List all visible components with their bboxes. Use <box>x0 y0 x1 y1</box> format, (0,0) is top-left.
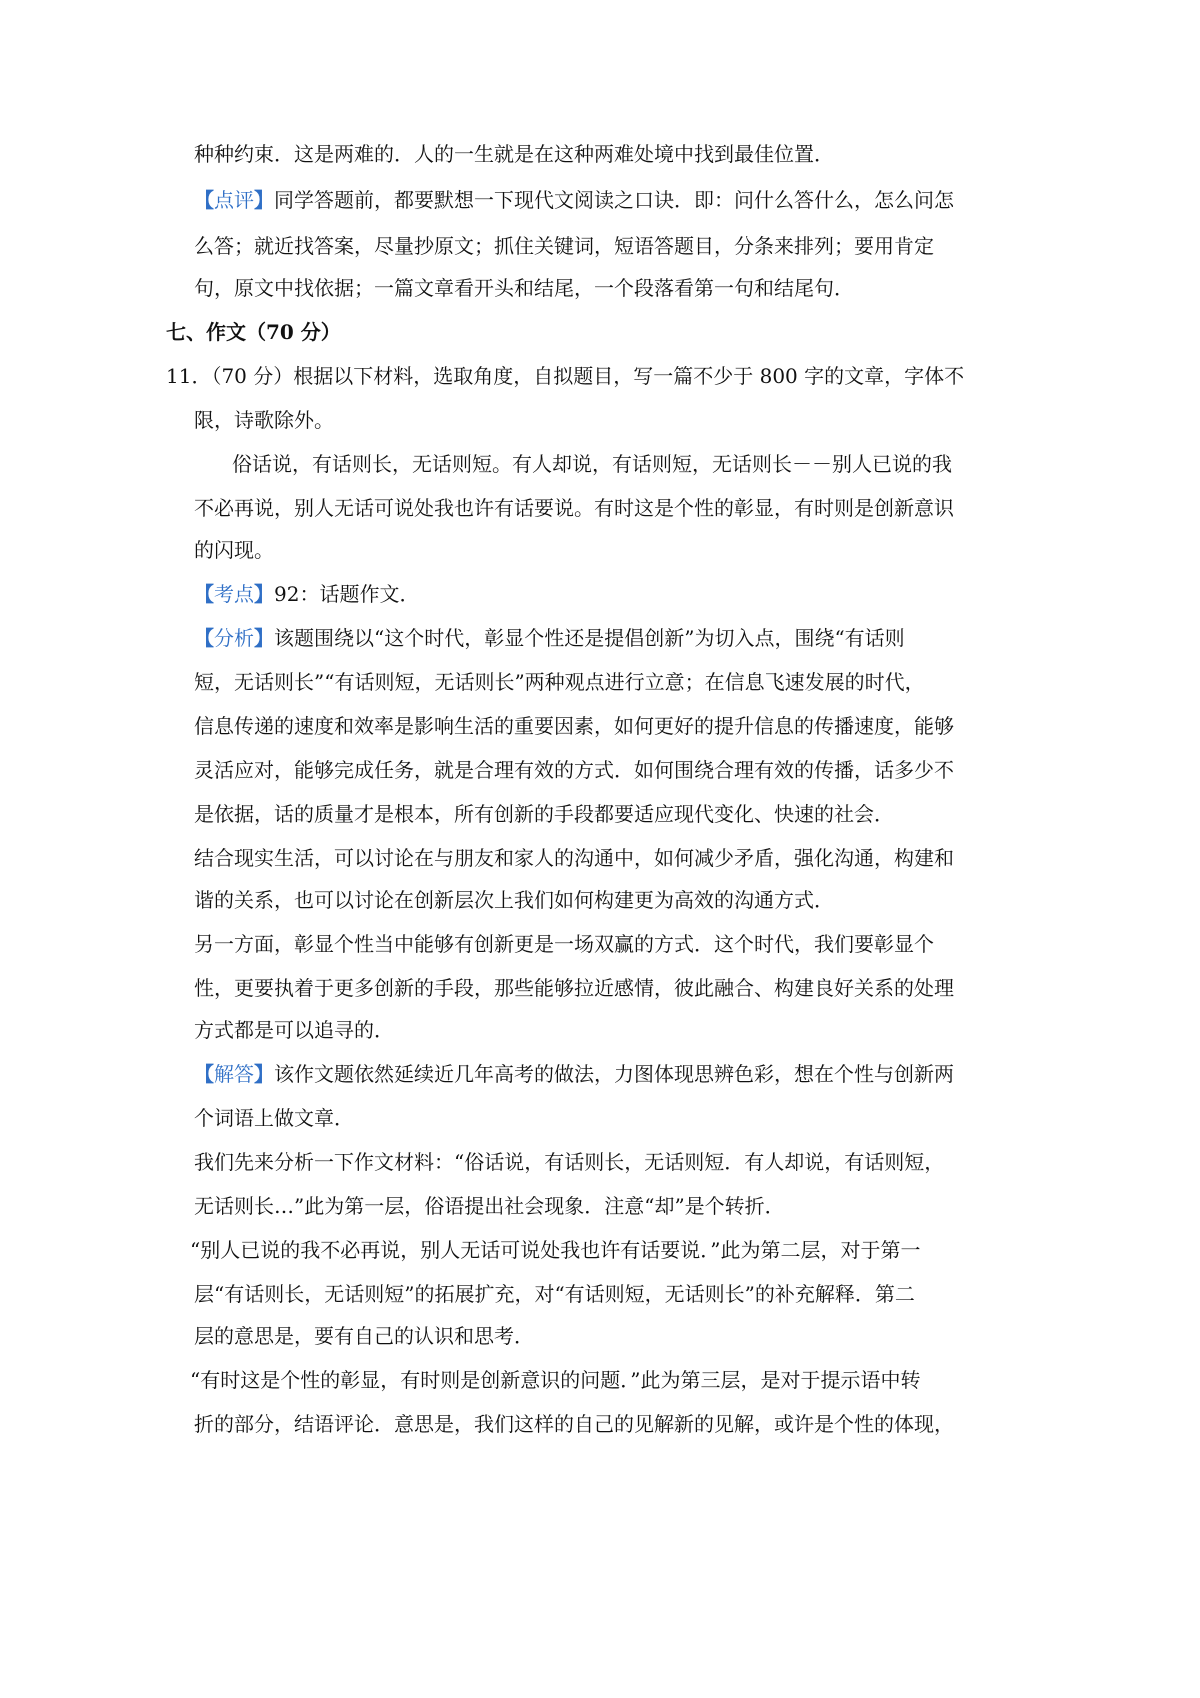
material-line: 不必再说，别人无话可说处我也许有话要说。有时这是个性的彰显，有时则是创新意识 <box>194 496 954 520</box>
comment-bracket-close: 】 <box>254 188 274 212</box>
analysis-line: 谐的关系，也可以讨论在创新层次上我们如何构建更为高效的沟通方式． <box>194 888 834 912</box>
answer-line: 层“有话则长，无话则短”的拓展扩充，对“有话则短，无话则长”的补充解释．第二 <box>194 1282 915 1306</box>
analysis-line: 【分析】该题围绕以“这个时代，彰显个性还是提倡创新”为切入点，围绕“有话则 <box>194 626 905 650</box>
analysis-line: 是依据，话的质量才是根本，所有创新的手段都要适应现代变化、快速的社会． <box>194 802 894 826</box>
answer-text: 该作文题依然延续近几年高考的做法，力图体现思辨色彩，想在个性与创新两 <box>274 1062 954 1086</box>
question-line: 11．（70 分）根据以下材料，选取角度，自拟题目，写一篇不少于 800 字的文章，字体不 <box>166 364 965 388</box>
analysis-line: 方式都是可以追寻的． <box>194 1018 394 1042</box>
comment-bracket-open: 【 <box>194 188 214 212</box>
question-line: 限，诗歌除外。 <box>194 408 334 432</box>
answer-line: 个词语上做文章． <box>194 1106 354 1130</box>
material-line: 俗话说，有话则长，无话则短。有人却说，有话则短，无话则长－－别人已说的我 <box>232 452 952 476</box>
answer-line: 折的部分，结语评论．意思是，我们这样的自己的见解新的见解，或许是个性的体现， <box>194 1412 954 1436</box>
comment-line: 么答；就近找答案，尽量抄原文；抓住关键词，短语答题目，分条来排列；要用肯定 <box>194 234 934 258</box>
answer-line: “别人已说的我不必再说，别人无话可说处我也许有话要说．”此为第二层，对于第一 <box>190 1238 921 1262</box>
analysis-line: 结合现实生活，可以讨论在与朋友和家人的沟通中，如何减少矛盾，强化沟通，构建和 <box>194 846 954 870</box>
comment-text: 同学答题前，都要默想一下现代文阅读之口诀．即：问什么答什么，怎么问怎 <box>274 188 954 212</box>
paragraph-line: 种种约束．这是两难的．人的一生就是在这种两难处境中找到最佳位置． <box>194 142 834 166</box>
analysis-line: 性，更要执着于更多创新的手段，那些能够拉近感情，彼此融合、构建良好关系的处理 <box>194 976 954 1000</box>
material-line: 的闪现。 <box>194 538 274 562</box>
answer-line: 层的意思是，要有自己的认识和思考． <box>194 1324 534 1348</box>
comment-label: 点评 <box>214 188 254 212</box>
answer-label: 解答 <box>214 1062 254 1086</box>
comment-line: 句，原文中找依据；一篇文章看开头和结尾，一个段落看第一句和结尾句． <box>194 276 854 300</box>
section-title: 七、作文（70 分） <box>166 320 341 344</box>
kaodian-label: 考点 <box>214 582 254 606</box>
analysis-line: 短，无话则长”“有话则短，无话则长”两种观点进行立意；在信息飞速发展的时代， <box>194 670 925 694</box>
analysis-label: 分析 <box>214 626 254 650</box>
analysis-line: 另一方面，彰显个性当中能够有创新更是一场双赢的方式．这个时代，我们要彰显个 <box>194 932 934 956</box>
analysis-line: 信息传递的速度和效率是影响生活的重要因素，如何更好的提升信息的传播速度，能够 <box>194 714 954 738</box>
kaodian-line: 【考点】92：话题作文． <box>194 582 420 606</box>
answer-line: 【解答】该作文题依然延续近几年高考的做法，力图体现思辨色彩，想在个性与创新两 <box>194 1062 954 1086</box>
comment-line <box>194 186 954 214</box>
answer-line: 无话则长…”此为第一层，俗语提出社会现象．注意“却”是个转折． <box>194 1194 785 1218</box>
analysis-line: 灵活应对，能够完成任务，就是合理有效的方式．如何围绕合理有效的传播，话多少不 <box>194 758 954 782</box>
kaodian-text: 92：话题作文． <box>274 582 420 606</box>
analysis-text: 该题围绕以“这个时代，彰显个性还是提倡创新”为切入点，围绕“有话则 <box>274 626 905 650</box>
answer-line: “有时这是个性的彰显，有时则是创新意识的问题．”此为第三层，是对于提示语中转 <box>190 1368 921 1392</box>
answer-line: 我们先来分析一下作文材料：“俗话说，有话则长，无话则短．有人却说，有话则短， <box>194 1150 945 1174</box>
